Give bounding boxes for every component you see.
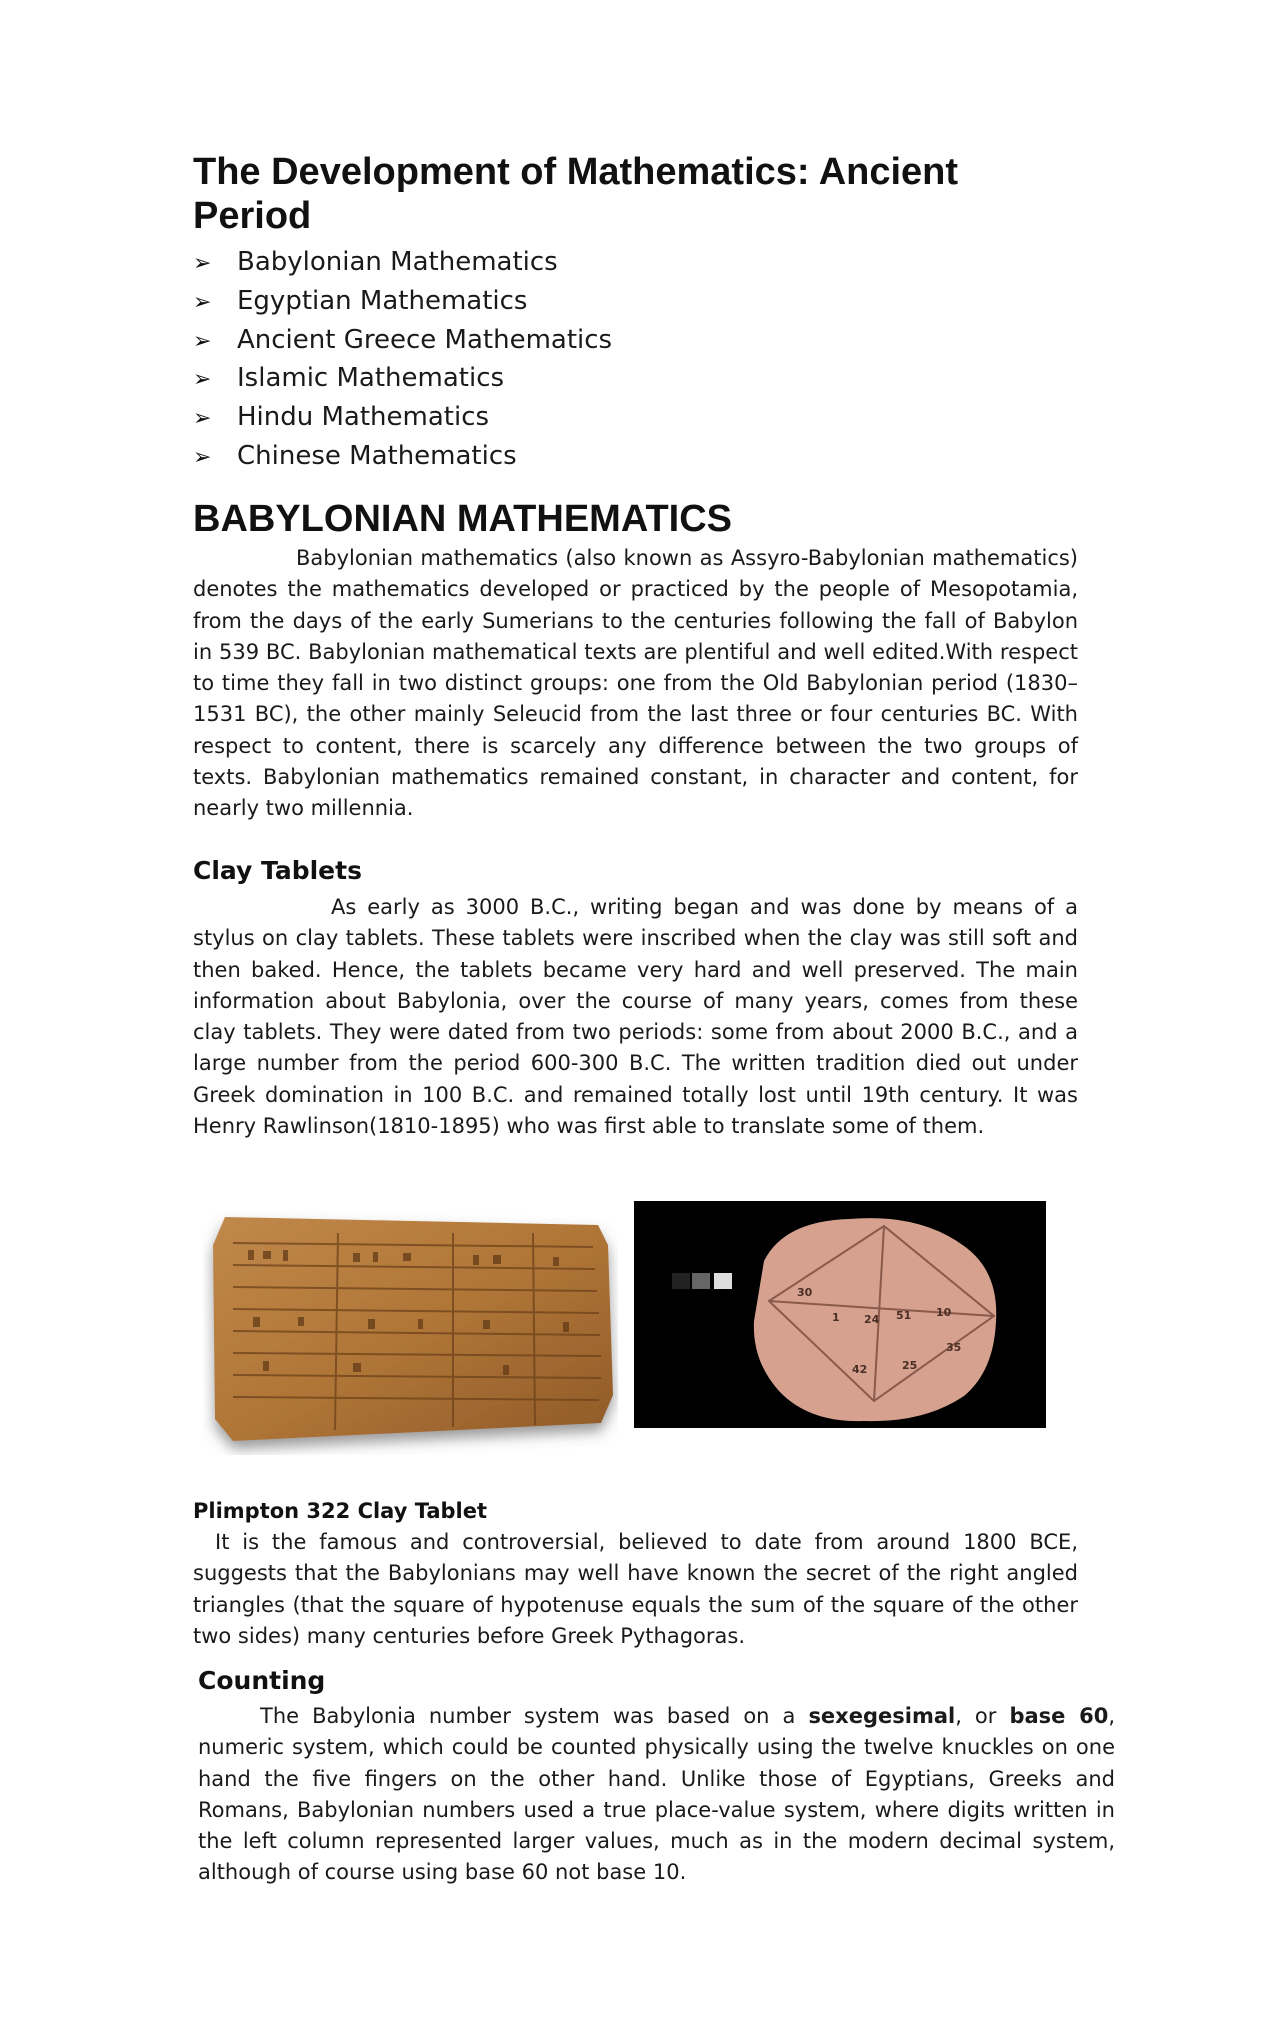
- tablet-label-25: 25: [902, 1359, 918, 1372]
- counting-heading: Counting: [198, 1666, 326, 1695]
- arrow-bullet-icon: ➢: [193, 367, 212, 393]
- arrow-bullet-icon: ➢: [193, 328, 212, 354]
- page-title: The Development of Mathematics: Ancient Period: [193, 151, 959, 237]
- tablet-label-35: 35: [946, 1341, 962, 1354]
- tablet-label-10: 10: [936, 1306, 952, 1319]
- tablet-label-1: 1: [832, 1311, 840, 1324]
- tablet-label-42: 42: [852, 1363, 868, 1376]
- babylonian-heading: BABYLONIAN MATHEMATICS: [193, 498, 732, 540]
- arrow-bullet-icon: ➢: [193, 406, 212, 432]
- list-item: ➢ Egyptian Mathematics: [193, 283, 612, 322]
- topic-list: [193, 244, 612, 477]
- clay-tablets-heading: Clay Tablets: [193, 856, 362, 885]
- plimpton-322-tablet-image: [203, 1205, 618, 1455]
- arrow-bullet-icon: ➢: [193, 251, 212, 276]
- list-item: ➢ Ancient Greece Mathematics: [193, 322, 612, 361]
- round-tablet-illustration: [634, 1201, 1046, 1428]
- list-item: ➢ Babylonian Mathematics: [193, 244, 612, 283]
- clay-tablets-paragraph: As early as 3000 B.C., writing began and was done by means of a stylus on clay tablets. These tablets were inscribed when the clay was still soft and then baked. Hence, the tablets became very hard and well preserved. The main information about Babylonia, over the course of many years, comes from these clay tablets. They were dated from two periods: some from about 2000 B.C., and a large number from the period 600-300 B.C. The written tradition died out under Greek domination in 100 B.C. and remained totally lost until 19th century. It was Henry Rawlinson(1810-1895) who was first able to translate some of them.: [193, 895, 1078, 1139]
- counting-paragraph: The Babylonia number system was based on a sexegesimal, or base 60, numeric system, which could be counted physically using the twelve knuckles on one hand the five fingers on the other hand. Unlike those of Egyptians, Greeks and Romans, Babylonian numbers used a true place-value system, where digits written in the left column represented larger values, much as in the modern decimal system, although of course using base 60 not base 10.: [198, 1704, 1115, 1885]
- plimpton-paragraph: It is the famous and controversial, believed to date from around 1800 BCE, suggests that the Babylonians may well have known the secret of the right angled triangles (that the square of hypotenuse equals the sum of the square of the other two sides) many centuries before Greek Pythagoras.: [193, 1530, 1078, 1648]
- list-item: ➢ Hindu Mathematics: [193, 399, 612, 438]
- clay-tablet-illustration: [203, 1205, 618, 1455]
- arrow-bullet-icon: ➢: [193, 289, 212, 315]
- list-item: ➢ Islamic Mathematics: [193, 360, 612, 399]
- tablet-label-51: 51: [896, 1309, 912, 1322]
- tablet-label-30: 30: [797, 1286, 813, 1299]
- ybc-7289-tablet-image: [634, 1201, 1046, 1428]
- list-item: ➢ Chinese Mathematics: [193, 438, 612, 477]
- plimpton-heading: Plimpton 322 Clay Tablet: [193, 1499, 488, 1523]
- tablet-label-24: 24: [864, 1313, 880, 1326]
- arrow-bullet-icon: ➢: [193, 444, 212, 470]
- color-scale-bar: [672, 1273, 732, 1289]
- babylonian-paragraph: Babylonian mathematics (also known as Assyro-Babylonian mathematics) denotes the mathematics developed or practiced by the people of Mesopotamia, from the days of the early Sumerians to the centuries following the fall of Babylon in 539 BC. Babylonian mathematical texts are plentiful and well edited.With respect to time they fall in two distinct groups: one from the Old Babylonian period (1830–1531 BC), the other mainly Seleucid from the last three or four centuries BC. With respect to content, there is scarcely any difference between the two groups of texts. Babylonian mathematics remained constant, in character and content, for nearly two millennia.: [193, 546, 1078, 821]
